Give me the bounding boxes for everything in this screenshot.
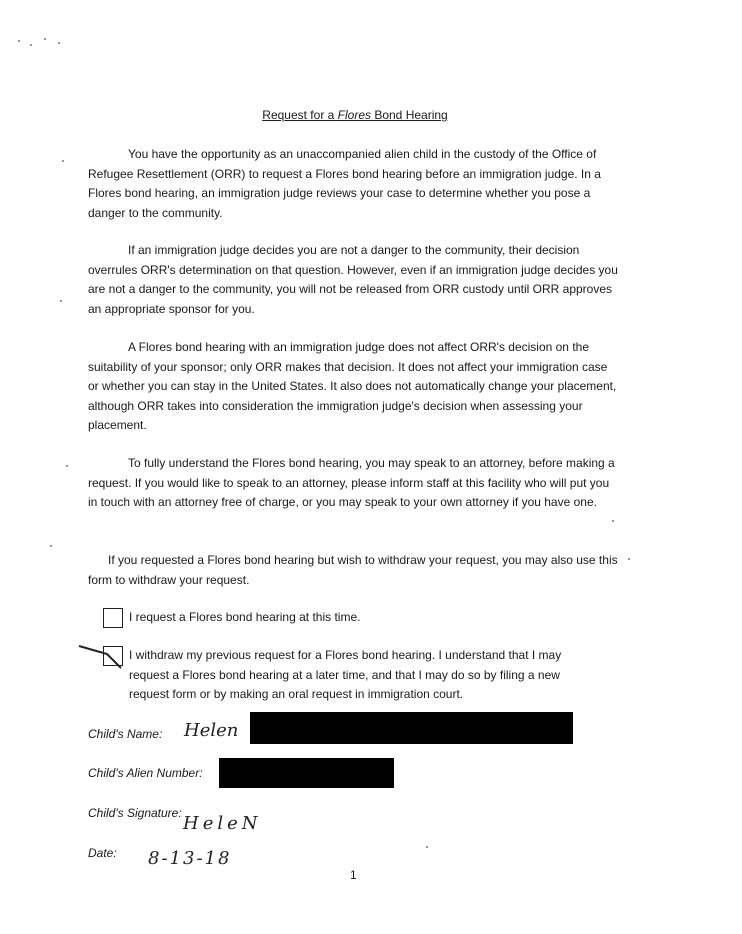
request-option-label: I request a Flores bond hearing at this time. [129,610,361,624]
title-text: Request for a [262,108,338,122]
signature-handwriting[interactable]: HeleN [183,813,262,834]
scan-speck [44,38,46,40]
paragraph-3 [88,338,618,436]
scan-speck [426,846,428,848]
scan-speck [30,44,32,46]
withdraw-option-label: I withdraw my previous request for a Flores bond hearing. I understand that I may request a Flores bond hearing at a later time, and that I may do so by filing a new request form or by making an oral request in immigration court. [129,648,562,701]
title-text-end: Bond Hearing [371,108,448,122]
scan-speck [60,300,62,302]
date-handwriting[interactable]: 8-13-18 [148,848,232,869]
document-title [0,108,710,122]
scan-speck [628,558,630,560]
scan-speck [58,42,60,44]
child-name-handwriting[interactable]: Helen [184,720,239,741]
paragraph-5 [88,551,618,590]
paragraph-5-text: If you requested a Flores bond hearing but wish to withdraw your request, you may also use this form to withdraw your request. [88,553,618,587]
page-number: 1 [350,868,357,882]
paragraph-1 [88,145,618,223]
scan-speck [66,465,68,467]
scan-speck [50,545,52,547]
signature-label: Child's Signature: [88,806,182,820]
paragraph-4-text: To fully understand the Flores bond hearing, you may speak to an attorney, before making a request. If you would like to speak to an attorney, please inform staff at this facility who will put you in touch with an attorney free of charge, or you may speak to your own attorney if you have one. [88,456,615,509]
check-mark-icon [77,642,133,670]
request-checkbox[interactable] [103,608,123,628]
redacted-name-block [250,712,573,744]
scan-speck [612,520,614,522]
scan-speck [62,160,64,162]
title-italic-text: Flores [337,108,371,122]
alien-number-label: Child's Alien Number: [88,766,203,780]
scan-speck [18,40,20,42]
paragraph-3-text: A Flores bond hearing with an immigration judge does not affect ORR's decision on the suitability of your sponsor; only ORR makes that decision. It does not affect your immigration case or whether you can stay in the United States. It also does not automatically change your placement, although ORR takes into consideration the immigration judge's decision when assessing your placement. [88,340,617,432]
paragraph-2-text: If an immigration judge decides you are not a danger to the community, their decision overrules ORR's determination on that question. However, even if an immigration judge decides you are not a danger to the community, you will not be released from ORR custody until ORR approves an appropriate sponsor for you. [88,243,618,316]
date-label: Date: [88,846,117,860]
paragraph-1-text: You have the opportunity as an unaccompanied alien child in the custody of the Office of Refugee Resettlement (ORR) to request a Flores bond hearing before an immigration judge. In a Flores bond hearing, an immigration judge reviews your case to determine whether you pose a danger to the community. [88,147,601,220]
child-name-label: Child's Name: [88,727,163,741]
paragraph-2 [88,241,618,319]
paragraph-4 [88,454,618,513]
redacted-alien-number-block [219,758,394,788]
